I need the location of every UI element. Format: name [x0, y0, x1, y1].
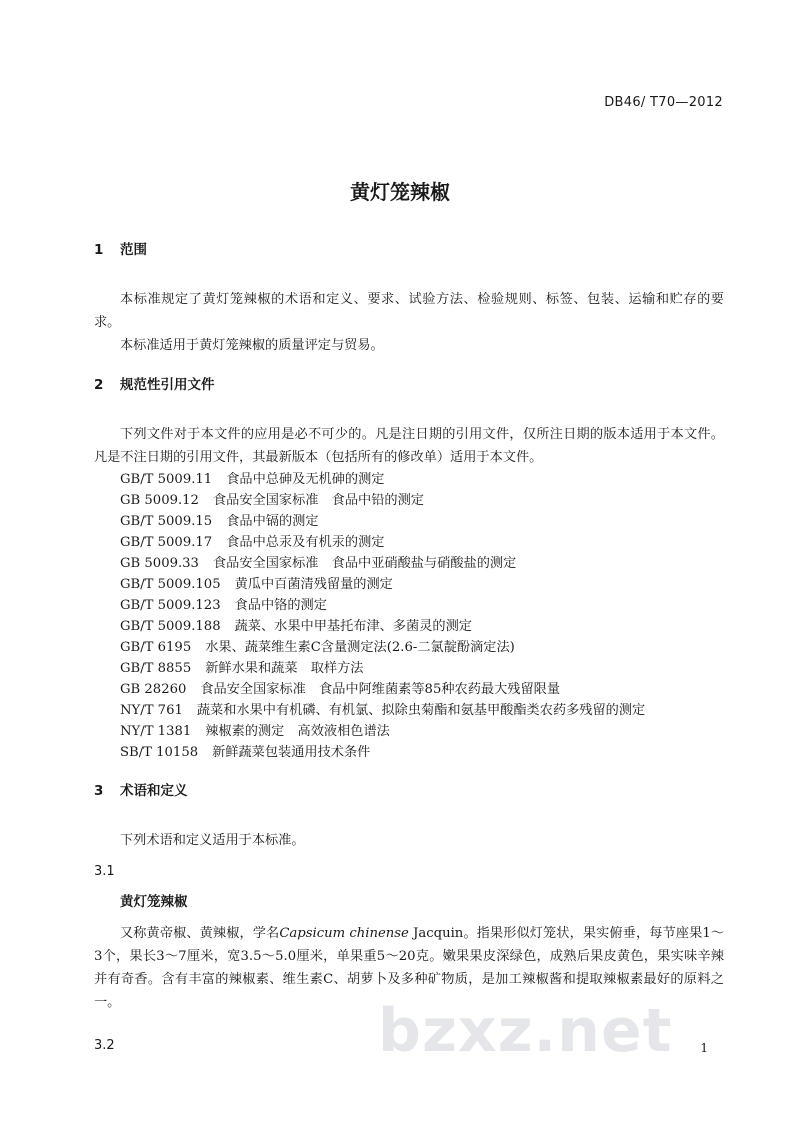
document-code: DB46/ T70—2012	[604, 95, 723, 110]
reference-item	[94, 574, 724, 595]
clause-number: 3.1	[94, 864, 115, 879]
reference-title: 蔬菜和水果中有机磷、有机氯、拟除虫菊酯和氨基甲酸酯类农药多残留的测定	[196, 703, 646, 718]
term-name: 黄灯笼辣椒	[120, 894, 188, 910]
reference-item	[94, 595, 724, 616]
reference-code: GB/T 5009.15	[120, 514, 213, 529]
reference-title: 食品中铬的测定	[234, 598, 327, 613]
reference-code: GB/T 5009.105	[120, 577, 221, 592]
reference-code: GB 5009.12	[120, 493, 199, 508]
watermark: bzxz.net	[378, 996, 673, 1066]
reference-item	[94, 637, 724, 658]
reference-item	[94, 553, 724, 574]
paragraph: 下列文件对于本文件的应用是必不可少的。凡是注日期的引用文件，仅所注日期的版本适用于本文件。凡是不注日期的引用文件，其最新版本（包括所有的修改单）适用于本文件。	[94, 427, 724, 465]
reference-item	[94, 700, 724, 721]
reference-item	[94, 469, 724, 490]
reference-item	[94, 616, 724, 637]
reference-title: 食品中镉的测定	[226, 514, 319, 529]
reference-code: SB/T 10158	[120, 745, 199, 760]
reference-title: 食品安全国家标准 食品中亚硝酸盐与硝酸盐的测定	[212, 556, 517, 571]
reference-title: 辣椒素的测定 高效液相色谱法	[205, 724, 390, 739]
reference-code: GB/T 8855	[120, 661, 192, 676]
reference-code: GB/T 5009.17	[120, 535, 213, 550]
page-number: 1	[700, 1041, 708, 1055]
clause-number: 3.2	[94, 1038, 115, 1053]
reference-code: GB/T 5009.188	[120, 619, 221, 634]
reference-title: 水果、蔬菜维生素C含量测定法(2.6-二氯靛酚滴定法)	[205, 640, 515, 655]
term-definition: 又称黄帝椒、黄辣椒，学名Capsicum chinense Jacquin。指果形似灯笼状，果实俯垂，每节座果1～3个，果长3～7厘米，宽3.5～5.0厘米，单果重5～20克。嫩果果皮深绿色，成熟后果皮黄色，果实味辛辣并有奇香。含有丰富的辣椒素、维生素C、胡萝卜及多种矿物质，是加工辣椒酱和提取辣椒素最好的原料之一。	[94, 926, 725, 1010]
reference-title: 新鲜蔬菜包装通用技术条件	[212, 745, 371, 760]
reference-title: 食品中总汞及有机汞的测定	[226, 535, 385, 550]
section-heading-normative-references: 2 规范性引用文件	[94, 377, 215, 393]
section-heading-scope: 1 范围	[94, 242, 147, 258]
reference-code: GB 5009.33	[120, 556, 199, 571]
reference-title: 食品中总砷及无机砷的测定	[226, 472, 385, 487]
document-body	[94, 240, 724, 1056]
reference-code: GB/T 6195	[120, 640, 192, 655]
reference-code: NY/T 1381	[120, 724, 192, 739]
reference-title: 黄瓜中百菌清残留量的测定	[234, 577, 393, 592]
reference-code: GB 28260	[120, 682, 187, 697]
latin-name: Capsicum chinense	[279, 926, 409, 941]
reference-item	[94, 742, 724, 763]
reference-item	[94, 532, 724, 553]
reference-item	[94, 511, 724, 532]
reference-title: 食品安全国家标准 食品中铅的测定	[212, 493, 424, 508]
reference-title: 蔬菜、水果中甲基托布津、多菌灵的测定	[234, 619, 472, 634]
document-title: 黄灯笼辣椒	[350, 180, 450, 204]
paragraph: 下列术语和定义适用于本标准。	[120, 833, 305, 848]
reference-list	[94, 469, 724, 763]
paragraph: 本标准适用于黄灯笼辣椒的质量评定与贸易。	[120, 338, 384, 353]
reference-title: 新鲜水果和蔬菜 取样方法	[205, 661, 364, 676]
reference-item	[94, 721, 724, 742]
reference-item	[94, 658, 724, 679]
reference-item	[94, 679, 724, 700]
section-heading-terms: 3 术语和定义	[94, 783, 188, 799]
reference-code: NY/T 761	[120, 703, 183, 718]
reference-title: 食品安全国家标准 食品中阿维菌素等85种农药最大残留限量	[200, 682, 561, 697]
reference-code: GB/T 5009.11	[120, 472, 213, 487]
paragraph: 本标准规定了黄灯笼辣椒的术语和定义、要求、试验方法、检验规则、标签、包装、运输和贮存的要求。	[94, 292, 724, 330]
reference-code: GB/T 5009.123	[120, 598, 221, 613]
reference-item	[94, 490, 724, 511]
